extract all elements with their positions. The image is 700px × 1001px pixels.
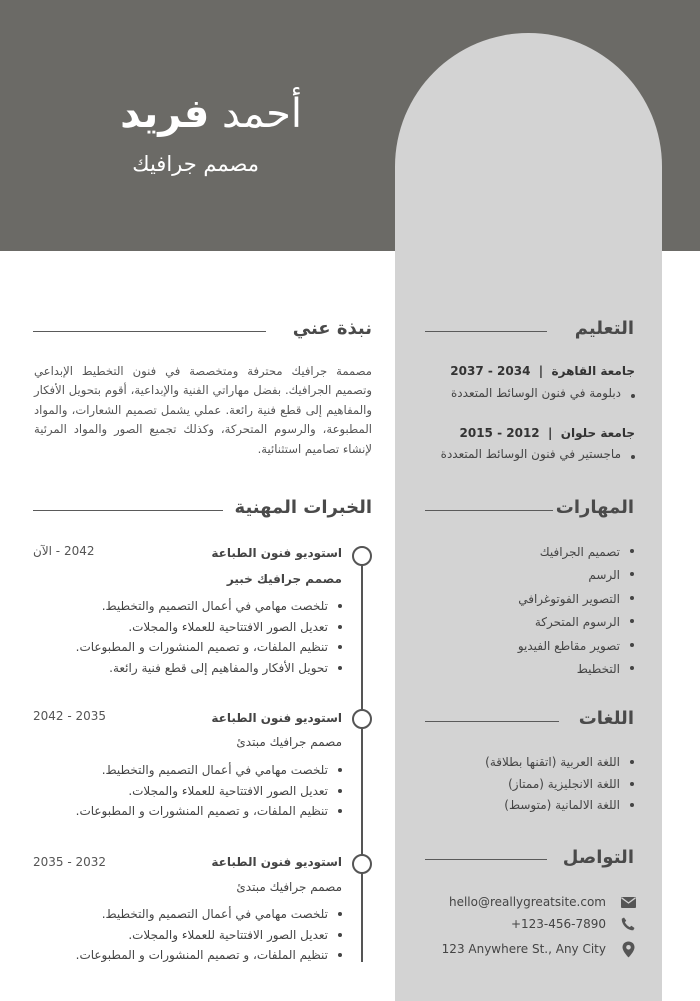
skill-item: الرسوم المتحركة [518,611,634,634]
duty-item: تعديل الصور الافتتاحية للعملاء والمجلات. [76,781,342,802]
mail-icon [620,894,636,910]
skills-list [518,541,634,681]
about-heading: نبذة عني [292,318,372,339]
skill-item: التخطيط [518,658,634,681]
job-3-role: مصمم جرافيك مبتدئ [236,880,342,894]
job-3-date: 2032 - 2035 [33,855,107,869]
about-divider [33,331,266,332]
location-pin-icon [620,941,636,957]
languages-heading: اللغات [578,708,634,729]
job-3-duties [76,904,342,966]
contact-divider [425,859,547,860]
first-name: أحمد [222,91,302,137]
experience-divider [33,510,223,511]
language-item: اللغة الانجليزية (ممتاز) [485,774,634,796]
job-2-duties [76,760,342,822]
timeline-dot [352,709,372,729]
language-item: اللغة العربية (اتقنها بطلاقة) [485,752,634,774]
job-1-duties [76,596,342,678]
skill-item: تصميم الجرافيك [518,541,634,564]
contact-address: 123 Anywhere St., Any City [441,942,606,956]
education-heading: التعليم [574,318,634,339]
language-item: اللغة الالمانية (متوسط) [485,795,634,817]
timeline-line [361,556,363,962]
job-1-date: 2042 - الآن [33,544,95,558]
contact-phone-row [440,913,636,935]
job-2-role: مصمم جرافيك مبتدئ [236,735,342,749]
languages-list [485,752,634,817]
duty-item: تحويل الأفكار والمفاهيم إلى قطع فنية رائعة. [76,658,342,679]
skills-divider [425,510,553,511]
education-entry-2-list [441,447,635,461]
education-entry-1-title: جامعة القاهرة | 2034 - 2037 [450,364,635,378]
duty-item: تلخصت مهامي في أعمال التصميم والتخطيط. [76,596,342,617]
timeline-dot [352,546,372,566]
job-2-date: 2035 - 2042 [33,709,107,723]
education-divider [425,331,547,332]
job-title: مصمم جرافيك [132,152,259,176]
duty-item: تنظيم الملفات، و تصميم المنشورات و المطبوعات. [76,801,342,822]
job-1-role: مصمم جرافيك خبير [226,572,342,586]
duty-item: تعديل الصور الافتتاحية للعملاء والمجلات. [76,617,342,638]
list-item: ماجستير في فنون الوسائط المتعددة [441,447,635,461]
duty-item: تلخصت مهامي في أعمال التصميم والتخطيط. [76,904,342,925]
contact-address-row [440,938,636,960]
skill-item: الرسم [518,564,634,587]
experience-heading: الخبرات المهنية [234,497,372,518]
contact-heading: التواصل [562,847,634,868]
education-entry-1-list [451,386,635,400]
list-item: دبلومة في فنون الوسائط المتعددة [451,386,635,400]
phone-icon [620,916,636,932]
timeline-dot [352,854,372,874]
languages-divider [425,721,559,722]
last-name: فريد [120,91,210,137]
contact-phone[interactable]: +123-456-7890 [510,917,606,931]
contact-email[interactable]: hello@reallygreatsite.com [448,895,606,909]
contact-email-row [440,891,636,913]
skill-item: التصوير الفوتوغرافي [518,588,634,611]
job-3-company: استوديو فنون الطباعة [211,855,342,869]
job-1-company: استوديو فنون الطباعة [211,546,342,560]
about-text: مصممة جرافيك محترفة ومتخصصة في فنون التخطيط الإبداعي وتصميم الجرافيك. بفضل مهاراتي الفنية والإبداعية، أقوم بتحويل الأفكار والمفاهيم إلى قطع فنية رائعة. عملي يشمل تصميم الشعارات، والمواد المطبوعة، والرسوم المتحركة، وكذلك تجميع الصور والمواد المرئية لإنشاء تصاميم استثنائية. [34,364,372,456]
duty-item: تنظيم الملفات، و تصميم المنشورات و المطبوعات. [76,637,342,658]
duty-item: تلخصت مهامي في أعمال التصميم والتخطيط. [76,760,342,781]
job-2-company: استوديو فنون الطباعة [211,711,342,725]
skills-heading: المهارات [555,497,634,518]
skill-item: تصوير مقاطع الفيديو [518,635,634,658]
education-entry-2-title: جامعة حلوان | 2012 - 2015 [459,426,635,440]
person-name [120,86,302,142]
duty-item: تعديل الصور الافتتاحية للعملاء والمجلات. [76,925,342,946]
duty-item: تنظيم الملفات، و تصميم المنشورات و المطبوعات. [76,945,342,966]
